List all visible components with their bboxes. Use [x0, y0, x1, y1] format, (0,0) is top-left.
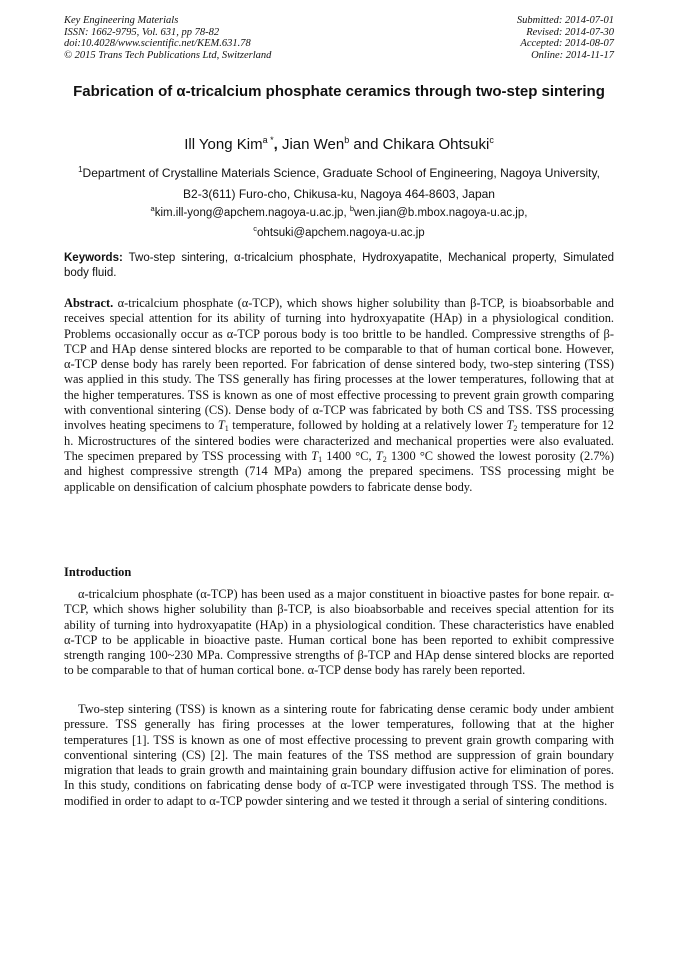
author-superscript: b: [344, 135, 350, 145]
email-line: [64, 201, 614, 221]
author-emails: [64, 201, 614, 241]
author-separator: and: [349, 136, 383, 153]
abstract-text: temperature for 12 h. Microstructures of the sintered bodies were characterized and mechanical properties were also evaluated. The specimen prepared by TSS processing with: [64, 418, 614, 463]
subscript: 2: [382, 454, 387, 464]
author-superscript: a *: [262, 135, 274, 145]
subscript: 2: [513, 424, 518, 434]
author-name: Chikara Ohtsuki: [382, 136, 490, 153]
abstract-label: Abstract.: [64, 296, 114, 310]
subscript: 1: [224, 424, 229, 434]
journal-name: Key Engineering Materials: [64, 15, 179, 26]
intro-paragraph-1: α-tricalcium phosphate (α-TCP) has been used as a major constituent in bioactive pastes for bone repair. α-TCP, which shows higher solubility than β-TCP, is also bioabsorbable and receives special attention for its ability of turning into hydroxyapatite (HAp) in a physiological condition. These characteristics have enabled α-TCP to be applicable in bioactive paste. Human cortical bone has been reported to exhibit compressive strength ranging 100~230 MPa. Compressive strengths of β-TCP and HAp dense sintered blocks are reported to be comparable to that of human cortical bone. α-TCP dense body has rarely been reported.: [64, 587, 614, 678]
email-address: wen.jian@b.mbox.nagoya-u.ac.jp,: [354, 207, 528, 219]
affiliation-line: $^1$Department of Crystalline Materials Science, Graduate School of Engineering, Nagoya University,: [78, 165, 600, 180]
symbol-t: T: [217, 418, 225, 433]
affiliation-line: B2-3(611) Furo-cho, Chikusa-ku, Nagoya 464-8603, Japan: [183, 187, 495, 201]
email-line: [64, 221, 614, 241]
symbol-t: T: [375, 448, 383, 463]
author-superscript: c: [489, 135, 494, 145]
symbol-t: T: [506, 418, 514, 433]
journal-copyright: © 2015 Trans Tech Publications Ltd, Switzerland: [64, 49, 272, 61]
section-heading-introduction: Introduction: [64, 565, 132, 579]
affiliation: [64, 159, 614, 205]
affiliation-superscript: 1: [78, 165, 83, 174]
email-superscript: c: [253, 224, 258, 233]
keywords: [64, 251, 614, 281]
author-list: [64, 131, 614, 154]
journal-issn: ISSN: 1662-9795, Vol. 631, pp 78-82: [64, 26, 220, 38]
abstract-text: α-tricalcium phosphate (α-TCP), which shows higher solubility than β-TCP, is bioabsorbable and receives special attention for its ability of turning into hydroxyapatite (HAp) in a physiological condition. Problems occasionally occur as α-TCP porous body is too brittle to be handled. Compressive strengths of β-TCP and HAp dense sintered blocks are reported to be comparable to that of human cortical bone. However, α-TCP dense body has rarely been reported. For fabrication of dense sintered body, two-step sintering (TSS) was applied in this study. The TSS generally has firing processes at the lower temperatures, following that at the higher temperatures. TSS is known as one of most effective processing to prevent grain growth comparing with conventional sintering (CS). Dense body of α-TCP was fabricated by both CS and TSS. TSS processing involves heating specimens to: [64, 296, 614, 433]
abstract: [64, 296, 614, 495]
paper-title: Fabrication of α-tricalcium phosphate ceramics through two-step sintering: [73, 83, 605, 100]
abstract-text: temperature, followed by holding at a relatively lower: [228, 418, 507, 433]
subscript: 1: [318, 454, 323, 464]
symbol-t: T: [311, 448, 319, 463]
date-online: Online: 2014-11-17: [531, 49, 614, 61]
email-address: kim.ill-yong@apchem.nagoya-u.ac.jp,: [154, 207, 350, 219]
keywords-text: Two-step sintering, α-tricalcium phosphate, Hydroxyapatite, Mechanical property, Simulated body fluid.: [64, 252, 614, 279]
submission-dates: [517, 15, 614, 61]
author-separator: ,: [273, 136, 282, 153]
keywords-label: Keywords:: [64, 252, 123, 264]
abstract-text: 1400 °C,: [322, 448, 376, 463]
journal-doi: doi:10.4028/www.scientific.net/KEM.631.78: [64, 38, 251, 50]
date-submitted: Submitted: 2014-07-01: [516, 15, 614, 26]
date-revised: Revised: 2014-07-30: [526, 26, 614, 38]
email-address: ohtsuki@apchem.nagoya-u.ac.jp: [257, 227, 425, 239]
author-name: Ill Yong Kim: [184, 136, 263, 153]
journal-info: [64, 15, 271, 61]
intro-paragraph-2: Two-step sintering (TSS) is known as a sintering route for fabricating dense ceramic body under ambient pressure. TSS generally has firing processes at the lower temperatures, following that at the higher temperatures [1]. TSS is known as one of most effective processing to prevent grain growth comparing with conventional sintering (CS) [2]. The main features of the TSS method are suppression of grain boundary migration that leads to grain growth and maintaining grain boundary diffusion active for elimination of pores. In this study, conditions on fabricating dense body of α-TCP were investigated through TSS. The method is modified in order to adapt to α-TCP powder sintering and we tested it through a serial of sintering conditions.: [64, 702, 614, 808]
email-superscript: a: [150, 204, 155, 213]
date-accepted: Accepted: 2014-08-07: [520, 38, 614, 50]
abstract-text: 1300 °C showed the lowest porosity (2.7%) and highest compressive strength (714 MPa) among the prepared specimens. TSS processing might be applicable on densification of calcium phosphate powders to fabricate dense body.: [64, 448, 614, 494]
author-name: Jian Wen: [281, 136, 345, 153]
email-superscript: b: [349, 204, 355, 213]
